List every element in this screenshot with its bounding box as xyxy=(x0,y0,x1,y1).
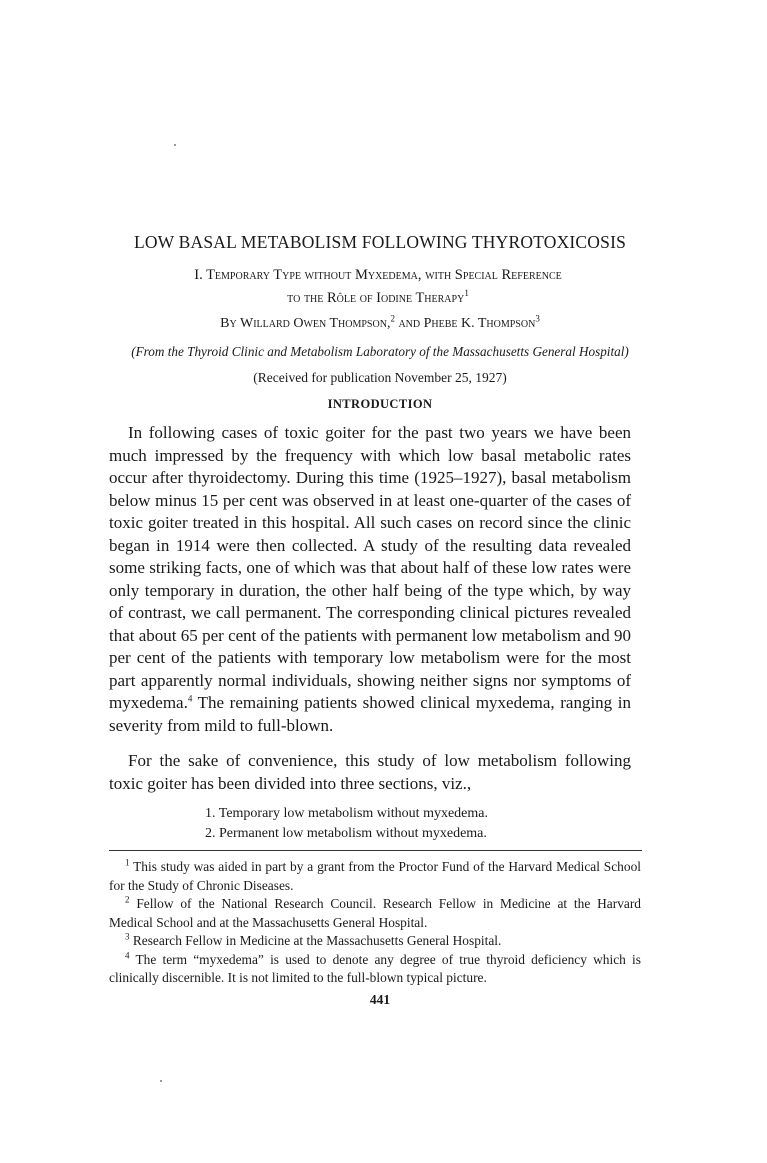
footnote-text: This study was aided in part by a grant from the Proctor Fund of the Harvard Medical School for the Study of Chronic Diseases. xyxy=(109,859,641,893)
body-paragraph-2: For the sake of convenience, this study of low metabolism following toxic goiter has been divided into three sections, viz., xyxy=(109,751,631,793)
footnote-divider xyxy=(109,850,642,851)
authors-by: By xyxy=(220,316,237,331)
footnote-number: 3 xyxy=(125,931,130,942)
scan-speck xyxy=(160,1080,162,1082)
author-2: Phebe K. Thompson xyxy=(423,316,536,331)
body-paragraph-1 xyxy=(109,422,631,737)
list-item: 1. Temporary low metabolism without myxedema. xyxy=(205,806,488,821)
authors-and: and xyxy=(398,316,421,331)
author-1: Willard Owen Thompson, xyxy=(239,316,391,331)
footnote-mark-2: 2 xyxy=(390,313,395,324)
subtitle-line-2-text: to the Rôle of Iodine Therapy xyxy=(287,290,465,306)
page-number: 441 xyxy=(369,992,391,1007)
footnote-mark-1: 1 xyxy=(464,288,469,299)
paragraph-1-text-a: In following cases of toxic goiter for the past two years we have been much impressed by the frequency with which low basal metabolic rates occur after thyroidectomy. During this time (1925–1927), basal metabolism below minus 15 per cent was observed in at least one-quarter of the cases of toxic goiter treated in this hospital. All such cases on record since the clinic began in 1914 were then collected. A study of the resulting data revealed some striking facts, one of which was that about half of these low rates were only temporary in duration, the other half being of the type which, by way of contrast, we call permanent. The corresponding clinical pictures revealed that about 65 per cent of the patients with permanent low metabolism and 90 per cent of the patients with temporary low metabolism were for the most part apparently normal individuals, showing neither signs nor symptoms of myxedema. xyxy=(109,423,631,712)
footnote-text: Research Fellow in Medicine at the Massachusetts General Hospital. xyxy=(129,933,502,948)
footnotes xyxy=(109,858,641,988)
list-item: 2. Permanent low metabolism without myxedema. xyxy=(205,826,487,841)
footnote-number: 4 xyxy=(125,950,130,961)
article-title: LOW BASAL METABOLISM FOLLOWING THYROTOXICOSIS xyxy=(133,232,627,252)
footnote-mark-4: 4 xyxy=(187,693,193,704)
footnote-number: 1 xyxy=(125,857,130,868)
section-list xyxy=(205,804,625,844)
footnote-number: 2 xyxy=(125,894,130,905)
section-heading: INTRODUCTION xyxy=(327,397,433,411)
scan-speck xyxy=(174,144,176,146)
subtitle-line-1: I. Temporary Type without Myxedema, with Special Reference xyxy=(194,267,562,283)
subtitle-line-2 xyxy=(108,287,648,310)
footnote-1 xyxy=(109,858,641,895)
footnote-text: The term “myxedema” is used to denote any degree of true thyroid deficiency which is clinically discernible. It is not limited to the full-blown typical picture. xyxy=(109,951,641,985)
article-subtitle xyxy=(108,264,648,310)
affiliation: (From the Thyroid Clinic and Metabolism Laboratory of the Massachusetts General Hospital) xyxy=(131,344,629,359)
author-line xyxy=(110,313,650,332)
footnote-4 xyxy=(109,951,641,988)
received-date: (Received for publication November 25, 1927) xyxy=(253,370,507,385)
footnote-3 xyxy=(109,932,641,951)
footnote-mark-3: 3 xyxy=(535,313,540,324)
footnote-2 xyxy=(109,895,641,932)
footnote-text: Fellow of the National Research Council. Research Fellow in Medicine at the Harvard Medical School and at the Massachusetts General Hospital. xyxy=(109,896,641,930)
paragraph-1-text-b: The remaining patients showed clinical myxedema, ranging in severity from mild to full-blown. xyxy=(109,693,631,735)
